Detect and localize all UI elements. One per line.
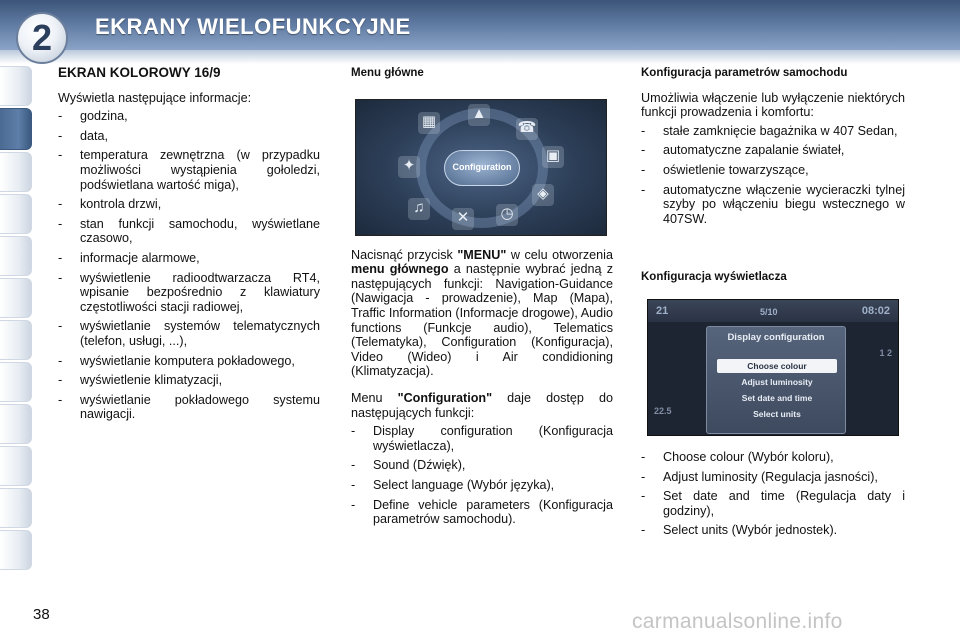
list-item: - Set date and time (Regulacja daty i godziny), bbox=[641, 489, 905, 518]
header-fade bbox=[0, 50, 960, 64]
chapter-tab-10[interactable] bbox=[0, 446, 32, 486]
configuration-term: "Configuration" bbox=[397, 390, 493, 405]
display-config-list bbox=[641, 450, 905, 538]
text-fragment: Menu bbox=[351, 390, 398, 405]
list-item: - oświetlenie towarzyszące, bbox=[641, 163, 905, 178]
tools-icon: ✕ bbox=[452, 208, 474, 230]
list-item: - Select units (Wybór jednostek). bbox=[641, 523, 905, 538]
list-item: - wyświetlanie systemów telematycznych (telefon, usługi, ...), bbox=[58, 319, 320, 348]
chapter-tab-6[interactable] bbox=[0, 278, 32, 318]
section-heading: EKRAN KOLOROWY 16/9 bbox=[58, 65, 221, 80]
display-configuration-screen bbox=[647, 299, 899, 436]
main-menu-term: menu głównego bbox=[351, 262, 449, 277]
list-item: - Choose colour (Wybór koloru), bbox=[641, 450, 905, 465]
chapter-tab-3[interactable] bbox=[0, 152, 32, 192]
list-item: - automatyczne włączenie wycieraczki tylnej szyby po włączeniu biegu wstecznego w 407SW. bbox=[641, 183, 905, 227]
page-number: 38 bbox=[33, 606, 50, 623]
column-vehicle-display-config bbox=[641, 66, 905, 543]
watermark: carmanualsonline.info bbox=[632, 610, 843, 633]
text-fragment: w celu otworzenia bbox=[506, 247, 613, 262]
chapter-tab-1[interactable] bbox=[0, 66, 32, 106]
list-item: - temperatura zewnętrzna (w przypadku możliwości wystąpienia gołoledzi, podświetlana wartość miga), bbox=[58, 148, 320, 192]
filmstrip-icon: ▦ bbox=[418, 112, 440, 134]
phone-icon: ☎ bbox=[516, 118, 538, 140]
configuration-paragraph bbox=[351, 391, 613, 420]
list-item: - Sound (Dźwięk), bbox=[351, 458, 613, 473]
list-item: - wyświetlenie klimatyzacji, bbox=[58, 373, 320, 388]
configuration-center-label: Configuration bbox=[444, 150, 520, 186]
chapter-tab-2-active[interactable] bbox=[0, 108, 32, 150]
panel-title: Display configuration bbox=[727, 331, 825, 343]
compass-icon: ✦ bbox=[398, 156, 420, 178]
list-item: - wyświetlanie pokładowego systemu nawigacji. bbox=[58, 393, 320, 422]
screen-right-value: 1 2 bbox=[879, 347, 892, 358]
set-date-time-option[interactable]: Set date and time bbox=[741, 392, 813, 403]
screen-time: 08:02 bbox=[861, 304, 890, 317]
configuration-list bbox=[351, 424, 613, 527]
main-menu-heading: Menu główne bbox=[351, 67, 424, 79]
chapter-tab-9[interactable] bbox=[0, 404, 32, 444]
monitor-icon: ▣ bbox=[542, 146, 564, 168]
choose-colour-option[interactable]: Choose colour bbox=[717, 359, 837, 373]
info-list bbox=[58, 109, 320, 422]
list-item: - informacje alarmowe, bbox=[58, 251, 320, 266]
chapter-tab-8[interactable] bbox=[0, 362, 32, 402]
chapter-tabs bbox=[0, 66, 34, 572]
list-item: - godzina, bbox=[58, 109, 320, 124]
satellite-icon: ◈ bbox=[532, 184, 554, 206]
select-units-option[interactable]: Select units bbox=[753, 408, 801, 419]
chapter-tab-5[interactable] bbox=[0, 236, 32, 276]
screen-status-bar bbox=[648, 300, 898, 322]
list-item: - data, bbox=[58, 129, 320, 144]
chapter-tab-11[interactable] bbox=[0, 488, 32, 528]
display-config-panel bbox=[706, 326, 846, 434]
text-fragment: daje dostęp do następujących funkcji: bbox=[351, 390, 613, 420]
menu-button-label: "MENU" bbox=[457, 247, 507, 262]
warning-icon: ▲ bbox=[468, 104, 490, 126]
list-item: - Display configuration (Konfiguracja wyświetlacza), bbox=[351, 424, 613, 453]
list-item: - stan funkcji samochodu, wyświetlane czasowo, bbox=[58, 217, 320, 246]
chapter-number-badge: 2 bbox=[16, 12, 68, 64]
list-item: - stałe zamknięcie bagażnika w 407 Sedan, bbox=[641, 124, 905, 139]
list-item: - Adjust luminosity (Regulacja jasności), bbox=[641, 470, 905, 485]
chapter-tab-4[interactable] bbox=[0, 194, 32, 234]
list-item: - Define vehicle parameters (Konfiguracja parametrów samochodu). bbox=[351, 498, 613, 527]
intro-text: Wyświetla następujące informacje: bbox=[58, 90, 252, 105]
list-item: - kontrola drzwi, bbox=[58, 197, 320, 212]
vehicle-config-intro: Umożliwia włączenie lub wyłączenie niektórych funkcji prowadzenia i komfortu: bbox=[641, 90, 905, 120]
list-item: - wyświetlenie radioodtwarzacza RT4, wpisanie bezpośrednio z klawiatury częstotliwości stacji radiowej, bbox=[58, 271, 320, 315]
chapter-tab-7[interactable] bbox=[0, 320, 32, 360]
screen-date: 5/10 bbox=[760, 306, 778, 317]
screen-left-value: 22.5 bbox=[654, 405, 672, 416]
page-title: EKRANY WIELOFUNKCYJNE bbox=[95, 14, 411, 39]
column-main-menu bbox=[351, 66, 613, 532]
outside-temperature: 21 bbox=[656, 304, 669, 317]
chapter-tab-12[interactable] bbox=[0, 530, 32, 570]
text-fragment: a następnie wybrać jedną z następujących funkcji: Navigation-Guidance (Nawigacja - prowadzenie), Map (Mapa), Traffic Information (Informacje drogowe), Audio functions (Funkcje audio), Telematics (Telematyka), Configuration (Konfiguracja), Video (Wideo) i Air condidioning (Klimatyzacja). bbox=[351, 262, 613, 379]
list-item: - Select language (Wybór języka), bbox=[351, 478, 613, 493]
vehicle-config-heading: Konfiguracja parametrów samochodu bbox=[641, 67, 848, 79]
list-item: - wyświetlanie komputera pokładowego, bbox=[58, 354, 320, 369]
clock-icon: ◷ bbox=[496, 204, 518, 226]
main-menu-illustration bbox=[355, 99, 607, 236]
column-color-screen bbox=[58, 66, 320, 427]
display-config-heading: Konfiguracja wyświetlacza bbox=[641, 271, 787, 284]
music-icon: ♫ bbox=[408, 198, 430, 220]
list-item: - automatyczne zapalanie świateł, bbox=[641, 143, 905, 158]
text-fragment: Nacisnąć przycisk bbox=[351, 247, 458, 262]
vehicle-config-list bbox=[641, 124, 905, 227]
adjust-luminosity-option[interactable]: Adjust luminosity bbox=[741, 376, 813, 387]
main-menu-paragraph bbox=[351, 248, 613, 379]
